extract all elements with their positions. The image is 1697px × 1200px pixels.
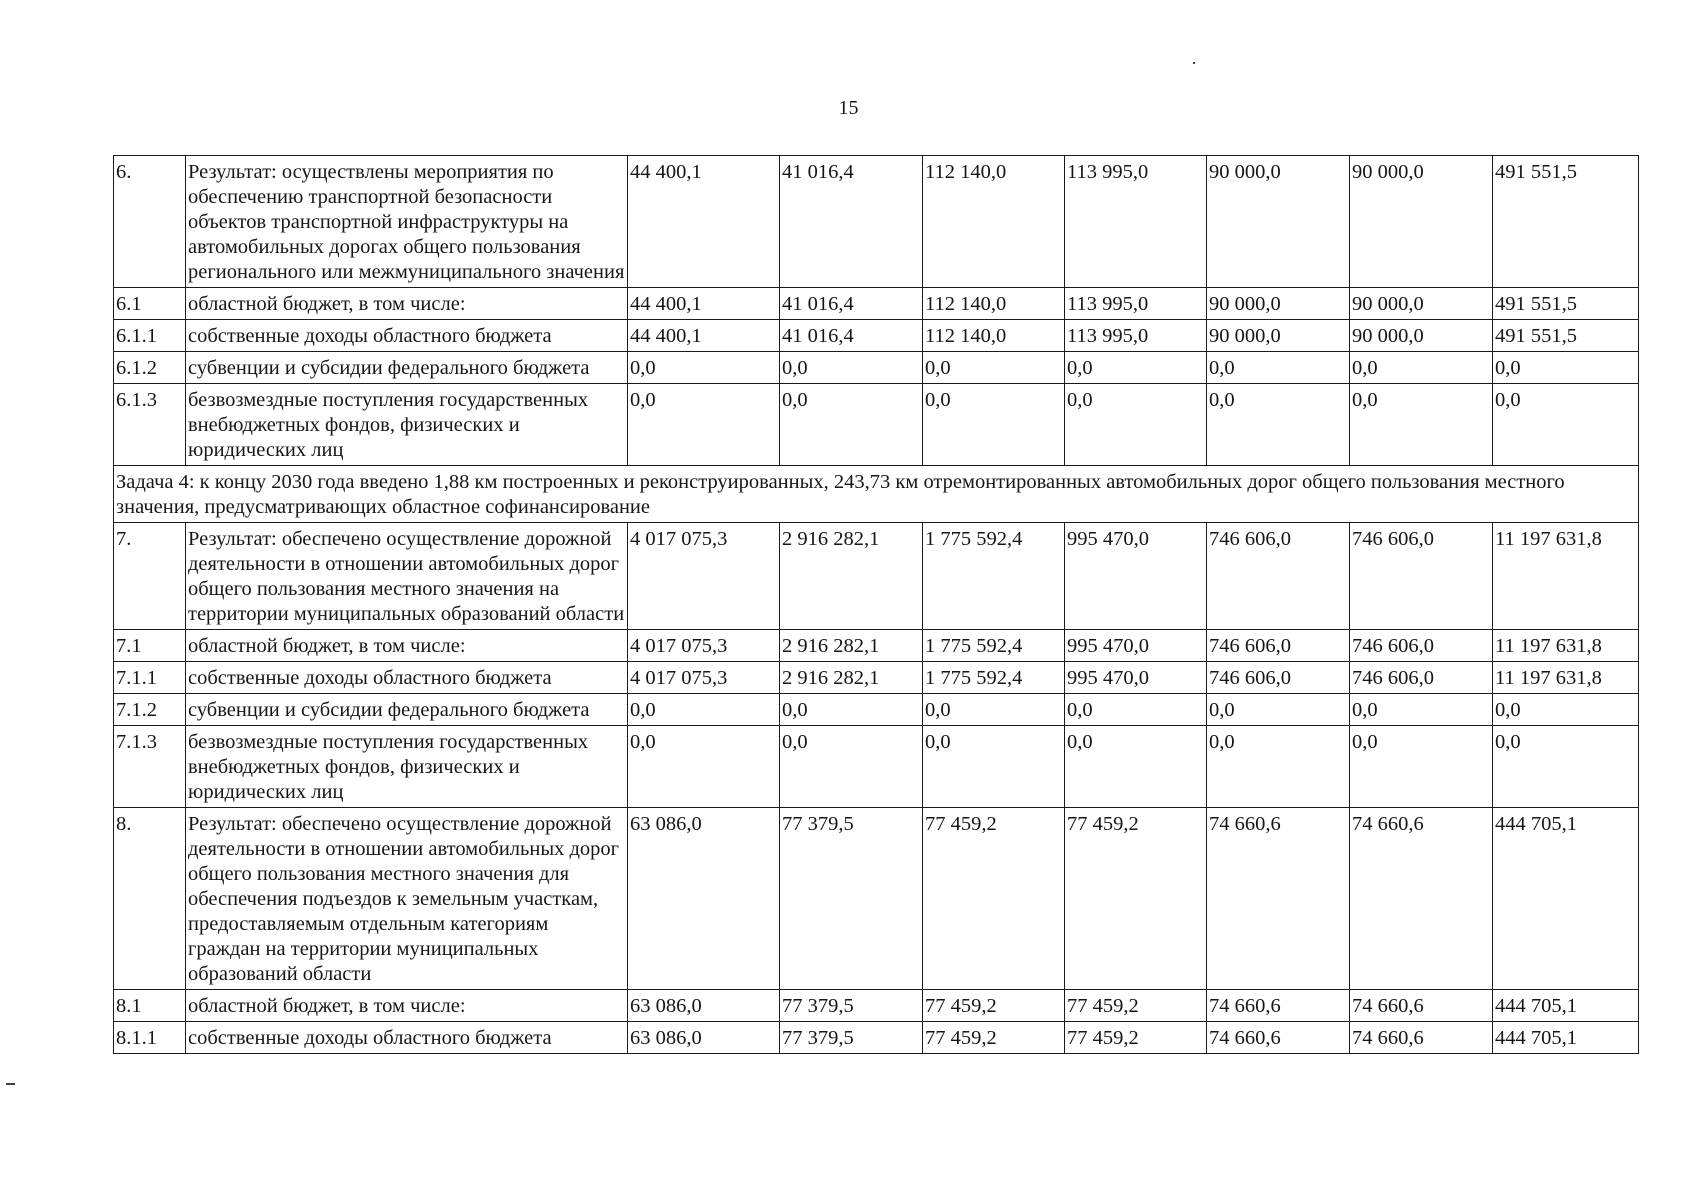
table-row: [114, 694, 1639, 726]
scan-artifact-mark: [6, 1083, 15, 1085]
row-number: 7.: [114, 523, 186, 630]
row-name: Результат: обеспечено осуществление дорожной деятельности в отношении автомобильных дорог общего пользования местного значения на территории муниципальных образований области: [186, 523, 628, 630]
row-number: 7.1.1: [114, 662, 186, 694]
value-cell: 0,0: [1065, 352, 1207, 384]
row-number: 7.1: [114, 630, 186, 662]
value-cell: 2 916 282,1: [780, 630, 923, 662]
value-cell: 90 000,0: [1207, 288, 1350, 320]
value-cell: 90 000,0: [1350, 288, 1493, 320]
value-cell: 0,0: [1350, 352, 1493, 384]
value-cell: 0,0: [923, 384, 1065, 466]
value-cell: 74 660,6: [1207, 990, 1350, 1022]
table-row: [114, 808, 1639, 990]
value-cell: 995 470,0: [1065, 630, 1207, 662]
row-name: собственные доходы областного бюджета: [186, 1022, 628, 1054]
value-cell: 112 140,0: [923, 288, 1065, 320]
row-number: 7.1.2: [114, 694, 186, 726]
row-number: 6.: [114, 156, 186, 288]
row-name: областной бюджет, в том числе:: [186, 990, 628, 1022]
value-cell: 0,0: [780, 352, 923, 384]
row-name: безвозмездные поступления государственных внебюджетных фондов, физических и юридических лиц: [186, 384, 628, 466]
value-cell: 41 016,4: [780, 288, 923, 320]
table-row: [114, 990, 1639, 1022]
table-row: [114, 156, 1639, 288]
value-cell: 0,0: [628, 694, 780, 726]
table-row: [114, 1022, 1639, 1054]
value-cell: 995 470,0: [1065, 523, 1207, 630]
scan-artifact-mark: [1193, 62, 1195, 64]
value-cell: 74 660,6: [1350, 990, 1493, 1022]
value-cell: 74 660,6: [1350, 1022, 1493, 1054]
row-name: собственные доходы областного бюджета: [186, 320, 628, 352]
value-cell: 112 140,0: [923, 156, 1065, 288]
value-cell: 0,0: [780, 694, 923, 726]
value-cell: 746 606,0: [1350, 630, 1493, 662]
table-row: [114, 320, 1639, 352]
table-row: [114, 288, 1639, 320]
value-cell: 77 459,2: [923, 808, 1065, 990]
value-cell: 0,0: [923, 694, 1065, 726]
row-name: областной бюджет, в том числе:: [186, 630, 628, 662]
row-number: 6.1: [114, 288, 186, 320]
value-cell: 0,0: [1065, 694, 1207, 726]
value-cell: 11 197 631,8: [1493, 523, 1639, 630]
row-name: собственные доходы областного бюджета: [186, 662, 628, 694]
value-cell: 90 000,0: [1350, 156, 1493, 288]
value-cell: 41 016,4: [780, 156, 923, 288]
value-cell: 4 017 075,3: [628, 630, 780, 662]
value-cell: 995 470,0: [1065, 662, 1207, 694]
value-cell: 0,0: [780, 726, 923, 808]
value-cell: 77 459,2: [923, 1022, 1065, 1054]
value-cell: 746 606,0: [1207, 630, 1350, 662]
value-cell: 90 000,0: [1207, 320, 1350, 352]
value-cell: 44 400,1: [628, 320, 780, 352]
row-number: 6.1.1: [114, 320, 186, 352]
value-cell: 0,0: [1493, 726, 1639, 808]
value-cell: 0,0: [1493, 384, 1639, 466]
value-cell: 63 086,0: [628, 1022, 780, 1054]
value-cell: 0,0: [1350, 384, 1493, 466]
value-cell: 444 705,1: [1493, 990, 1639, 1022]
value-cell: 746 606,0: [1350, 523, 1493, 630]
value-cell: 0,0: [1493, 352, 1639, 384]
value-cell: 77 459,2: [1065, 1022, 1207, 1054]
value-cell: 0,0: [923, 352, 1065, 384]
value-cell: 4 017 075,3: [628, 662, 780, 694]
row-name: субвенции и субсидии федерального бюджета: [186, 694, 628, 726]
row-number: 6.1.2: [114, 352, 186, 384]
value-cell: 74 660,6: [1207, 1022, 1350, 1054]
value-cell: 0,0: [1207, 726, 1350, 808]
value-cell: 11 197 631,8: [1493, 630, 1639, 662]
page-number: 15: [838, 97, 859, 119]
budget-table: [113, 155, 1639, 1054]
value-cell: 0,0: [923, 726, 1065, 808]
value-cell: 0,0: [780, 384, 923, 466]
value-cell: 0,0: [1207, 384, 1350, 466]
value-cell: 90 000,0: [1207, 156, 1350, 288]
value-cell: 0,0: [1350, 694, 1493, 726]
table-row: [114, 630, 1639, 662]
value-cell: 90 000,0: [1350, 320, 1493, 352]
value-cell: 0,0: [1493, 694, 1639, 726]
value-cell: 77 379,5: [780, 1022, 923, 1054]
row-name: безвозмездные поступления государственных внебюджетных фондов, физических и юридических лиц: [186, 726, 628, 808]
table-row: [114, 726, 1639, 808]
value-cell: 112 140,0: [923, 320, 1065, 352]
value-cell: 444 705,1: [1493, 1022, 1639, 1054]
value-cell: 77 459,2: [923, 990, 1065, 1022]
value-cell: 746 606,0: [1207, 662, 1350, 694]
row-number: 8.1: [114, 990, 186, 1022]
value-cell: 63 086,0: [628, 808, 780, 990]
value-cell: 746 606,0: [1207, 523, 1350, 630]
value-cell: 1 775 592,4: [923, 662, 1065, 694]
value-cell: 2 916 282,1: [780, 662, 923, 694]
value-cell: 113 995,0: [1065, 320, 1207, 352]
table-row: [114, 384, 1639, 466]
value-cell: 1 775 592,4: [923, 630, 1065, 662]
row-name: Результат: обеспечено осуществление дорожной деятельности в отношении автомобильных дорог общего пользования местного значения для обеспечения подъездов к земельным участкам, предоставляемым отдельным категориям граждан на территории муниципальных образований области: [186, 808, 628, 990]
value-cell: 491 551,5: [1493, 288, 1639, 320]
value-cell: 1 775 592,4: [923, 523, 1065, 630]
value-cell: 444 705,1: [1493, 808, 1639, 990]
value-cell: 77 379,5: [780, 808, 923, 990]
value-cell: 74 660,6: [1350, 808, 1493, 990]
table-row: [114, 352, 1639, 384]
row-number: 8.1.1: [114, 1022, 186, 1054]
value-cell: 77 459,2: [1065, 990, 1207, 1022]
value-cell: 4 017 075,3: [628, 523, 780, 630]
value-cell: 77 459,2: [1065, 808, 1207, 990]
value-cell: 41 016,4: [780, 320, 923, 352]
value-cell: 113 995,0: [1065, 156, 1207, 288]
value-cell: 74 660,6: [1207, 808, 1350, 990]
value-cell: 2 916 282,1: [780, 523, 923, 630]
row-number: 7.1.3: [114, 726, 186, 808]
value-cell: 11 197 631,8: [1493, 662, 1639, 694]
row-name: областной бюджет, в том числе:: [186, 288, 628, 320]
value-cell: 0,0: [1065, 384, 1207, 466]
row-number: 8.: [114, 808, 186, 990]
table-row: [114, 523, 1639, 630]
value-cell: 113 995,0: [1065, 288, 1207, 320]
value-cell: 0,0: [628, 352, 780, 384]
value-cell: 0,0: [628, 726, 780, 808]
value-cell: 746 606,0: [1350, 662, 1493, 694]
value-cell: 0,0: [1350, 726, 1493, 808]
value-cell: 0,0: [1207, 352, 1350, 384]
task-row: [114, 466, 1639, 523]
value-cell: 77 379,5: [780, 990, 923, 1022]
row-name: субвенции и субсидии федерального бюджета: [186, 352, 628, 384]
value-cell: 0,0: [1065, 726, 1207, 808]
value-cell: 44 400,1: [628, 288, 780, 320]
row-name: Результат: осуществлены мероприятия по обеспечению транспортной безопасности объектов транспортной инфраструктуры на автомобильных дорогах общего пользования регионального или межмуниципального значения: [186, 156, 628, 288]
task-description: Задача 4: к концу 2030 года введено 1,88 км построенных и реконструированных, 243,73 км отремонтированных автомобильных дорог общего пользования местного значения, предусматривающих областное софинансирование: [114, 466, 1639, 523]
table-row: [114, 662, 1639, 694]
value-cell: 63 086,0: [628, 990, 780, 1022]
value-cell: 0,0: [628, 384, 780, 466]
value-cell: 44 400,1: [628, 156, 780, 288]
row-number: 6.1.3: [114, 384, 186, 466]
value-cell: 491 551,5: [1493, 156, 1639, 288]
value-cell: 0,0: [1207, 694, 1350, 726]
value-cell: 491 551,5: [1493, 320, 1639, 352]
